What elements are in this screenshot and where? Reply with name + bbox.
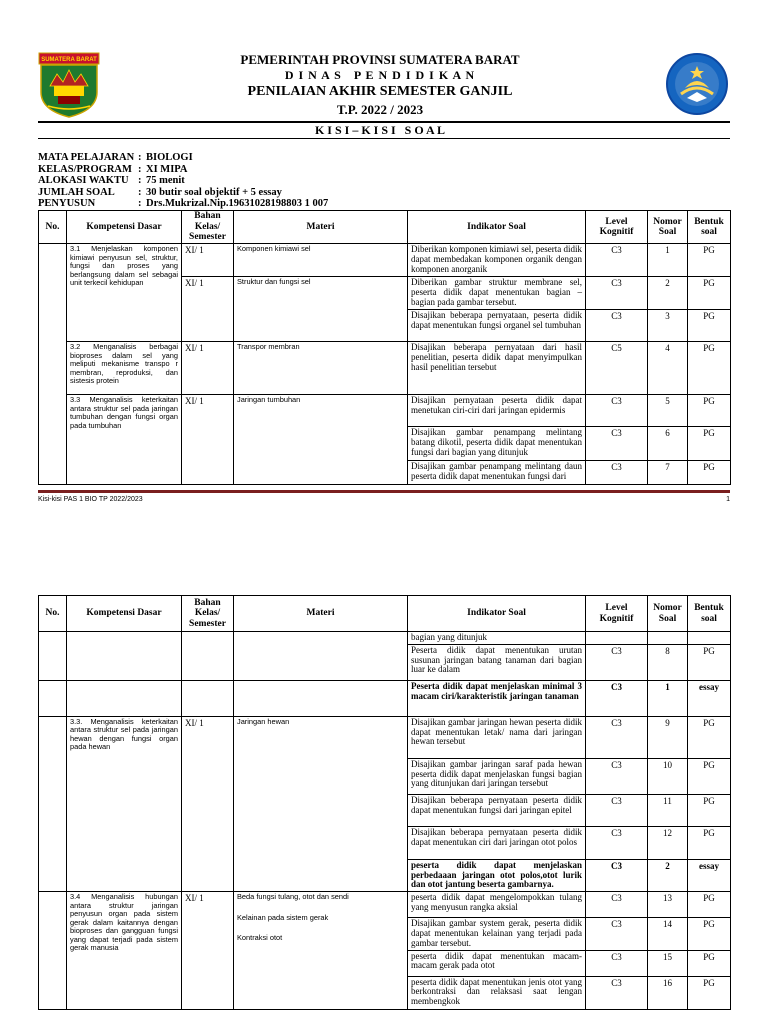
- cell-bahan: XI/ 1: [182, 244, 234, 277]
- page-number: 1: [726, 496, 730, 503]
- cell-kd: 3.3. Menganalisis keterkaitan antara struktur sel pada jaringan hewan dengan fungsi organ pada hewan: [67, 716, 182, 891]
- info-value: XI MIPA: [146, 163, 188, 175]
- col-nomor: Nomor Soal: [648, 596, 688, 632]
- cell-nomor: 6: [648, 427, 688, 461]
- cell-bentuk: PG: [688, 244, 731, 277]
- col-materi: Materi: [234, 596, 408, 632]
- cell-kd: 3.3 Menganalisis keterkaitan antara struktur sel pada jaringan tumbuhan dengan fungsi organ pada tumbuhan: [67, 395, 182, 485]
- info-colon: :: [138, 175, 142, 186]
- cell-materi: Komponen kimiawi sel: [234, 244, 408, 277]
- dept-title: D I N A S P E N D I D I K A N: [284, 68, 476, 82]
- cell-indikator: Peserta didik dapat menjelaskan minimal 3 macam ciri/karakteristik jaringan tanaman: [408, 680, 586, 716]
- cell-bahan: [182, 632, 234, 681]
- cell-kd: 3.4 Menganalisis hubungan antara struktur jaringan penyusun organ pada sistem gerak dalam kaitannya dengan bioproses dan gangguan fungsi yang dapat terjadi pada sistem gerak manusia: [67, 892, 182, 1009]
- info-colon: :: [138, 152, 142, 163]
- col-bentuk: Bentuk soal: [688, 596, 731, 632]
- table-row: [39, 680, 731, 716]
- col-bentuk: Bentuk soal: [688, 211, 731, 244]
- info-block: [38, 152, 328, 210]
- cell-indikator: Disajikan gambar penampang melintang daun peserta didik dapat menentukan fungsi dari: [408, 461, 586, 485]
- info-value: 75 menit: [146, 175, 185, 186]
- cell-level: C3: [586, 892, 648, 918]
- cell-materi: [234, 892, 408, 1009]
- cell-nomor: 15: [648, 950, 688, 976]
- materi-item: Kontraksi otot: [237, 933, 283, 943]
- cell-bahan: XI/ 1: [182, 342, 234, 395]
- cell-indikator: peserta didik dapat menjelaskan perbedaaan jaringan otot polos,otot lurik dan otot jantung beserta gambarnya.: [408, 859, 586, 891]
- cell-nomor: 12: [648, 826, 688, 859]
- cell-nomor: 4: [648, 342, 688, 395]
- materi-item: Beda fungsi tulang, otot dan sendi: [237, 892, 349, 902]
- doc-title: K I S I – K I S I S O A L: [314, 123, 446, 137]
- cell-nomor: 13: [648, 892, 688, 918]
- cell-level: C3: [586, 395, 648, 427]
- cell-bentuk: PG: [688, 950, 731, 976]
- cell-nomor: 16: [648, 976, 688, 1009]
- cell-bentuk: PG: [688, 644, 731, 680]
- cell-bentuk: [688, 632, 731, 645]
- info-label: JUMLAH SOAL: [38, 186, 115, 198]
- cell-nomor: [648, 632, 688, 645]
- materi-item: Kelainan pada sistem gerak: [237, 912, 329, 922]
- table-row: [39, 395, 731, 427]
- cell-materi: [234, 680, 408, 716]
- table-row: [39, 244, 731, 277]
- cell-level: C3: [586, 859, 648, 891]
- cell-nomor: 9: [648, 716, 688, 758]
- info-value: BIOLOGI: [146, 152, 193, 163]
- cell-level: C3: [586, 794, 648, 826]
- cell-bentuk: PG: [688, 976, 731, 1009]
- info-label: ALOKASI WAKTU: [38, 175, 129, 186]
- table-header-row: [39, 596, 731, 632]
- cell-indikator: Disajikan beberapa pernyataan dari hasil penelitian, peserta didik dapat menyimpulkan hasil penelitian tersebut: [408, 342, 586, 395]
- cell-indikator: peserta didik dapat menentukan macam-macam gerak pada otot: [408, 950, 586, 976]
- cell-level: C3: [586, 680, 648, 716]
- cell-level: C3: [586, 277, 648, 310]
- cell-kd: 3.1 Menjelaskan komponen kimiawi penyusun sel, struktur, fungsi dan proses yang berlangsung dalam sel sebagai unit terkecil kehidupan: [67, 244, 182, 342]
- info-row: [38, 175, 328, 187]
- info-colon: :: [138, 163, 142, 175]
- cell-no: [39, 892, 67, 1009]
- cell-indikator: Disajikan gambar penampang melintang batang dikotil, peserta didik dapat menentukan fungsi dari bagian yang ditunjuk: [408, 427, 586, 461]
- cell-indikator: peserta didik dapat menentukan jenis otot yang berkontraksi dan relaksasi saat lengan membengkok: [408, 976, 586, 1009]
- table-row: [39, 716, 731, 758]
- cell-bentuk: PG: [688, 892, 731, 918]
- table-row: [39, 892, 731, 918]
- cell-indikator: Disajikan beberapa pernyataan peserta didik dapat menentukan ciri dari jaringan otot polos: [408, 826, 586, 859]
- col-bahan: Bahan Kelas/ Semester: [182, 211, 234, 244]
- info-label: PENYUSUN: [38, 198, 96, 209]
- cell-level: C3: [586, 758, 648, 794]
- cell-bentuk: PG: [688, 277, 731, 310]
- cell-level: C3: [586, 644, 648, 680]
- col-no: No.: [39, 211, 67, 244]
- cell-level: C3: [586, 918, 648, 950]
- cell-level: C3: [586, 950, 648, 976]
- cell-nomor: 1: [648, 244, 688, 277]
- cell-indikator: Disajikan gambar system gerak, peserta didik dapat menentukan kelainan yang terjadi pada gambar tersebut.: [408, 918, 586, 950]
- cell-materi: Jaringan hewan: [234, 716, 408, 891]
- cell-level: C3: [586, 244, 648, 277]
- info-row: [38, 187, 328, 199]
- cell-level: C3: [586, 461, 648, 485]
- col-indikator: Indikator Soal: [408, 596, 586, 632]
- cell-nomor: 1: [648, 680, 688, 716]
- cell-nomor: 11: [648, 794, 688, 826]
- cell-bentuk: PG: [688, 461, 731, 485]
- table-header-row: [39, 211, 731, 244]
- cell-level: C3: [586, 427, 648, 461]
- cell-level: C3: [586, 310, 648, 342]
- cell-bentuk: PG: [688, 716, 731, 758]
- cell-no: [39, 716, 67, 891]
- cell-nomor: 2: [648, 859, 688, 891]
- info-label: MATA PELAJARAN: [38, 152, 135, 163]
- cell-level: C3: [586, 976, 648, 1009]
- kisi-table-page1: [38, 210, 731, 485]
- footer-rule: [38, 490, 730, 493]
- school-year: T.P. 2022 / 2023: [336, 102, 424, 117]
- cell-indikator: bagian yang ditunjuk: [408, 632, 586, 645]
- info-row: [38, 198, 328, 210]
- info-row: [38, 164, 328, 176]
- cell-no: [39, 680, 67, 716]
- cell-bentuk: PG: [688, 826, 731, 859]
- cell-materi: Transpor membran: [234, 342, 408, 395]
- cell-nomor: 14: [648, 918, 688, 950]
- cell-bahan: [182, 680, 234, 716]
- cell-level: [586, 632, 648, 645]
- cell-nomor: 5: [648, 395, 688, 427]
- cell-nomor: 7: [648, 461, 688, 485]
- cell-indikator: Peserta didik dapat menentukan urutan susunan jaringan batang tanaman dari bagian luar ke dalam: [408, 644, 586, 680]
- cell-kd: 3.2 Menganalisis berbagai bioproses dalam sel yang meliputi mekanisme transpo r membran, reproduksi, dan sistesis protein: [67, 342, 182, 395]
- cell-bentuk: PG: [688, 758, 731, 794]
- col-no: No.: [39, 596, 67, 632]
- kisi-table-page2: [38, 595, 731, 1010]
- cell-nomor: 10: [648, 758, 688, 794]
- gov-title: PEMERINTAH PROVINSI SUMATERA BARAT: [240, 52, 520, 67]
- col-level: Level Kognitif: [586, 211, 648, 244]
- info-colon: :: [138, 198, 142, 209]
- cell-bahan: XI/ 1: [182, 277, 234, 342]
- info-label: KELAS/PROGRAM: [38, 163, 132, 175]
- cell-indikator: Disajikan beberapa pernyataan, peserta didik dapat menentukan fungsi organel sel tumbuhan: [408, 310, 586, 342]
- cell-indikator: Disajikan beberapa pernyataan peserta didik dapat menentukan fungsi dari jaringan epitel: [408, 794, 586, 826]
- info-value: Drs.Mukrizal.Nip.19631028198803 1 007: [146, 198, 329, 209]
- col-nomor: Nomor Soal: [648, 211, 688, 244]
- logo-text: SUMATERA BARAT: [41, 57, 97, 63]
- cell-level: C3: [586, 716, 648, 758]
- info-value: 30 butir soal objektif + 5 essay: [146, 186, 282, 198]
- cell-bahan: XI/ 1: [182, 892, 234, 1009]
- cell-bentuk: PG: [688, 427, 731, 461]
- cell-bentuk: essay: [688, 680, 731, 716]
- cell-materi: Struktur dan fungsi sel: [234, 277, 408, 342]
- cell-bentuk: PG: [688, 918, 731, 950]
- cell-level: C3: [586, 826, 648, 859]
- cell-no: [39, 632, 67, 681]
- col-level: Level Kognitif: [586, 596, 648, 632]
- col-kompetensi-dasar: Kompetensi Dasar: [67, 596, 182, 632]
- cell-nomor: 3: [648, 310, 688, 342]
- cell-nomor: 2: [648, 277, 688, 310]
- cell-kd: [67, 632, 182, 681]
- cell-indikator: Disajikan gambar jaringan saraf pada hewan peserta didik dapat menjelaskan fungsi bagian yang ditunjukan dari jaringan tersebut: [408, 758, 586, 794]
- cell-bentuk: essay: [688, 859, 731, 891]
- footer-text: Kisi-kisi PAS 1 BIO TP 2022/2023: [38, 496, 143, 503]
- col-materi: Materi: [234, 211, 408, 244]
- table-row: [39, 342, 731, 395]
- col-bahan: Bahan Kelas/ Semester: [182, 596, 234, 632]
- cell-materi: [234, 632, 408, 681]
- col-kompetensi-dasar: Kompetensi Dasar: [67, 211, 182, 244]
- cell-bentuk: PG: [688, 794, 731, 826]
- cell-nomor: 8: [648, 644, 688, 680]
- col-indikator: Indikator Soal: [408, 211, 586, 244]
- cell-indikator: Disajikan gambar jaringan hewan peserta didik dapat menentukan letak/ nama dari jaringan hewan tersebut: [408, 716, 586, 758]
- cell-indikator: Diberikan gambar struktur membrane sel, peserta didik dapat menentukan bagian – bagian pada gambar tersebut.: [408, 277, 586, 310]
- cell-bahan: XI/ 1: [182, 395, 234, 485]
- cell-bahan: XI/ 1: [182, 716, 234, 891]
- cell-indikator: peserta didik dapat mengelompokkan tulang yang menyusun rangka aksial: [408, 892, 586, 918]
- cell-level: C5: [586, 342, 648, 395]
- tut-wuri-handayani-logo: [665, 52, 729, 116]
- cell-indikator: Diberikan komponen kimiawi sel, peserta didik dapat membedakan komponen organik dengan komponen anorganik: [408, 244, 586, 277]
- info-row: [38, 152, 328, 164]
- cell-bentuk: PG: [688, 310, 731, 342]
- exam-title: PENILAIAN AKHIR SEMESTER GANJIL: [247, 84, 513, 99]
- cell-no: [39, 244, 67, 485]
- sumbar-logo: [38, 52, 100, 118]
- cell-indikator: Disajikan pernyataan peserta didik dapat menetukan ciri-ciri dari jaringan epidermis: [408, 395, 586, 427]
- header-rule-2: [38, 138, 730, 139]
- cell-materi: Jaringan tumbuhan: [234, 395, 408, 485]
- table-row: [39, 632, 731, 645]
- cell-bentuk: PG: [688, 395, 731, 427]
- cell-bentuk: PG: [688, 342, 731, 395]
- info-colon: :: [138, 186, 142, 198]
- cell-kd: [67, 680, 182, 716]
